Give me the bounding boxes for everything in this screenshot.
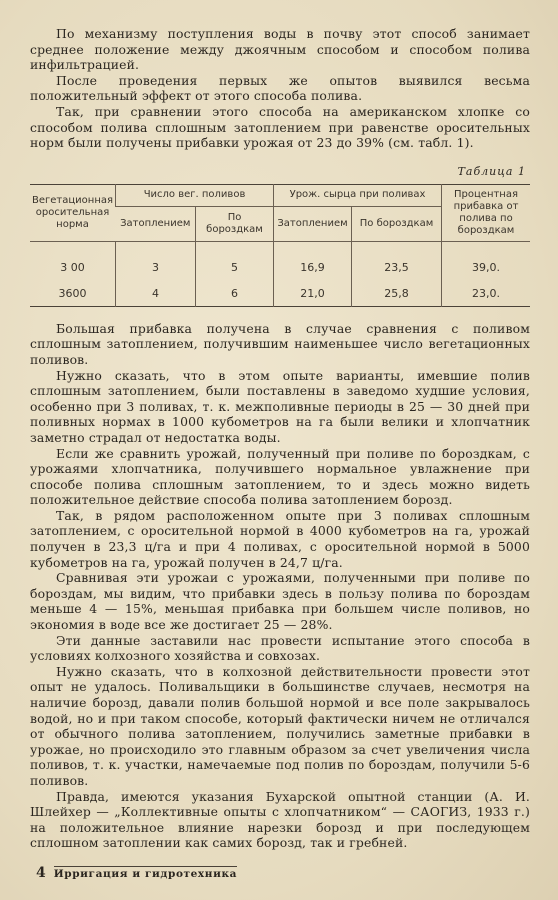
subheader-yield-flood: Затоплением	[274, 206, 352, 241]
subheader-count-furrow: По бороздкам	[196, 206, 274, 241]
table-row	[30, 280, 530, 307]
paragraph: После проведения первых же опытов выявился весьма положительный эффект от этого способа полива.	[30, 72, 530, 104]
paragraph: Сравнивая эти урожаи с урожаями, полученными при поливе по бороздам, мы видим, что прибавки здесь в пользу полива по бороздам меньше 4 — 15%, меньшая прибавка при большем числе поливов, но экономия в воде все же достигает 25 — 28%.	[30, 570, 530, 633]
running-title: Ирригация и гидротехника	[53, 868, 238, 880]
cell-yield-flood: 16,9	[274, 254, 352, 280]
cell-count-furrow: 5	[196, 254, 274, 280]
paragraph: Нужно сказать, что в этом опыте варианты, имевшие полив сплошным затоплением, были поставлены в заведомо худшие условия, особенно при 3 поливах, т. к. межполивные периоды в 25 — 30 дней при поливных нормах в 1000 кубометров на га были велики и хлопчатник заметно страдал от недостатка воды.	[30, 367, 530, 445]
page-number: 4	[36, 865, 46, 881]
header-yield-group: Урож. сырца при поливах	[274, 184, 442, 206]
cell-norm: 3600	[58, 286, 87, 300]
table-row	[30, 254, 530, 280]
paragraph: Если же сравнить урожай, полученный при поливе по бороздкам, с урожаями хлопчатника, получившего нормальное увлажнение при способе полива сплошным затоплением, то и здесь можно видеть положительное действие способа полива затоплением борозд.	[30, 445, 530, 508]
paragraph: Правда, имеются указания Бухарской опытной станции (А. И. Шлейхер — „Коллективные опыты с хлопчатником“ — САОГИЗ, 1933 г.) на положительное влияние нарезки борозд и при последующем сплошном затоплении как самих борозд, так и гребней.	[30, 788, 530, 851]
paragraph: По механизму поступления воды в почву этот способ занимает среднее положение между джоячным способом и способом полива инфильтрацией.	[30, 26, 530, 73]
cell-count-flood: 3	[116, 254, 196, 280]
paragraph: Так, в рядом расположенном опыте при 3 поливах сплошным затоплением, с оросительной нормой в 4000 кубометров на га, урожай получен в 23,3 ц/га и при 4 поливах, с оросительной нормой в 5000 кубометров на га, урожай получен в 24,7 ц/га.	[30, 507, 530, 570]
subheader-yield-furrow: По бороздкам	[352, 206, 442, 241]
cell-percent: 23,0.	[442, 280, 530, 307]
paragraph: Так, при сравнении этого способа на американском хлопке со способом полива сплошным затоплением при равенстве оросительных норм были получены прибавки урожая от 23 до 39% (см. табл. 1).	[30, 103, 530, 151]
page-footer	[36, 865, 237, 881]
header-count-group: Число вег. поливов	[116, 184, 274, 206]
cell-count-flood: 4	[116, 280, 196, 307]
table-spacer-row	[30, 241, 530, 254]
paragraph: Эти данные заставили нас провести испытание этого способа в условиях колхозного хозяйства и совхозах.	[30, 632, 530, 664]
paragraph: Большая прибавка получена в случае сравнения с поливом сплошным затоплением, получившим наименьшее число вегетационных поливов.	[30, 320, 530, 367]
paragraph: Нужно сказать, что в колхозной действительности провести этот опыт не удалось. Поливальщики в большинстве случаев, несмотря на наличие борозд, давали полив большой нормой и все поле закрывалось водой, но и при таком способе, который фактически ничем не отличался от обычного полива затоплением, получились заметные прибавки в урожае, но происходило это главным образом за счет увеличения числа поливов, т. к. участки, намечаемые под полив по бороздам, получили 5-6 поливов.	[30, 663, 530, 788]
cell-norm: 3 00	[60, 260, 85, 274]
cell-yield-furrow: 23,5	[352, 254, 442, 280]
data-table	[30, 184, 530, 307]
cell-yield-furrow: 25,8	[352, 280, 442, 307]
table-caption: Таблица 1	[457, 164, 526, 178]
subheader-count-flood: Затоплением	[116, 206, 196, 241]
top-text	[30, 26, 530, 151]
header-percent: Процентная прибавка от полива по бороздкам	[442, 184, 530, 241]
cell-percent: 39,0.	[442, 254, 530, 280]
cell-count-furrow: 6	[196, 280, 274, 307]
bottom-text	[30, 321, 530, 851]
header-norm: Вегетационная оросительная норма	[30, 184, 116, 241]
cell-yield-flood: 21,0	[274, 280, 352, 307]
